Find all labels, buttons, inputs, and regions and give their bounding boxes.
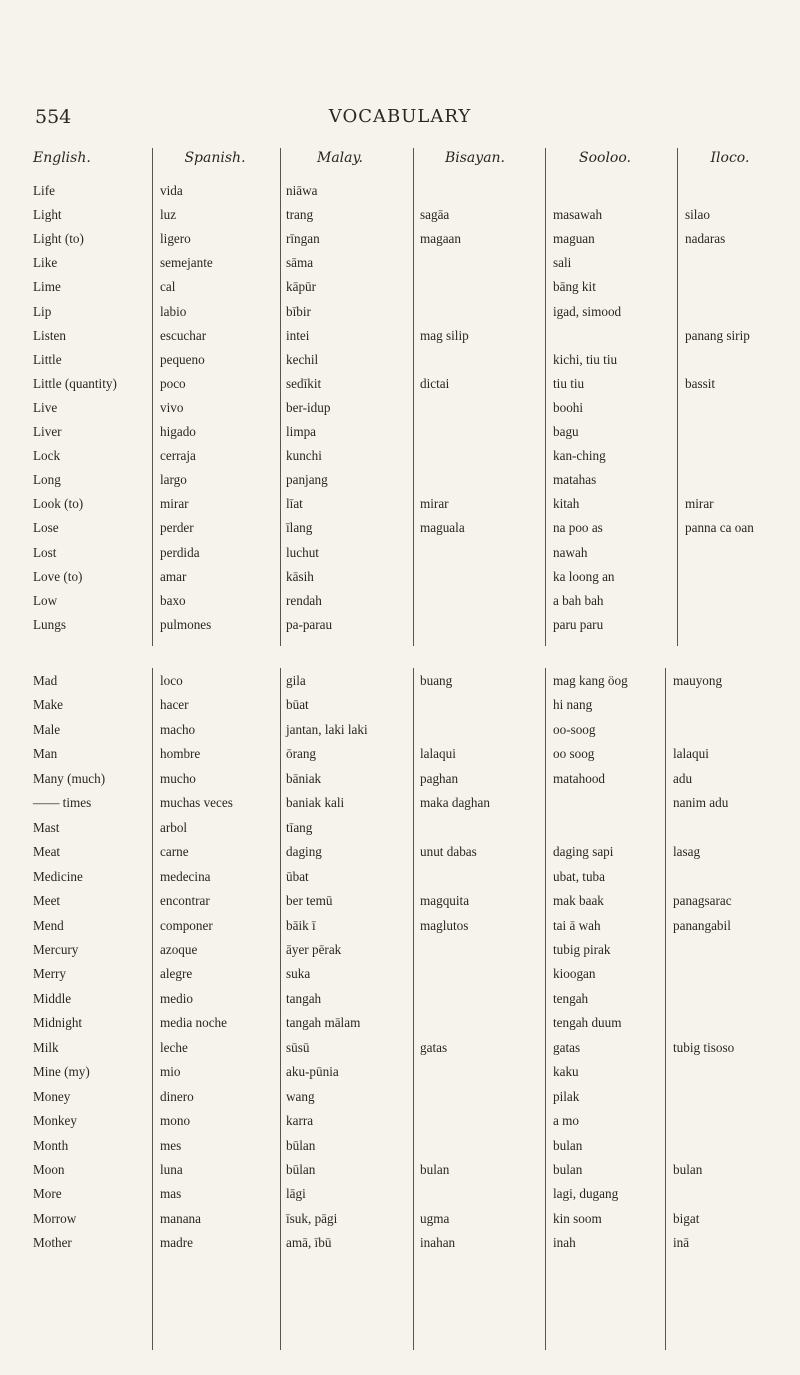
table-row: [0, 400, 800, 422]
cell-spanish: semejante: [160, 255, 213, 271]
cell-sooloo: pilak: [553, 1088, 580, 1104]
cell-malay: kunchi: [286, 448, 322, 464]
cell-sooloo: matahas: [553, 472, 597, 488]
cell-malay: aku-pūnia: [286, 1064, 339, 1080]
cell-spanish: medio: [160, 990, 193, 1006]
page-number: 554: [35, 106, 72, 128]
cell-spanish: hombre: [160, 746, 201, 762]
cell-malay: būat: [286, 697, 309, 713]
cell-english: Liver: [33, 424, 62, 439]
cell-malay: wang: [286, 1088, 315, 1104]
cell-spanish: higado: [160, 424, 196, 439]
table-row: [0, 1064, 800, 1086]
cell-malay: daging: [286, 844, 322, 860]
header-spanish: Spanish.: [184, 150, 246, 166]
cell-malay: baniak kali: [286, 795, 345, 811]
cell-spanish: muchas veces: [160, 795, 233, 811]
cell-english: Middle: [33, 990, 72, 1006]
cell-sooloo: paru paru: [553, 616, 604, 632]
cell-iloco: silao: [685, 207, 710, 223]
cell-spanish: mirar: [160, 496, 189, 512]
table-row: [0, 569, 800, 591]
cell-malay: īlang: [286, 520, 313, 536]
table-row: [0, 520, 800, 542]
cell-english: Lose: [33, 520, 59, 536]
table-row: [0, 1040, 800, 1062]
cell-english: Live: [33, 399, 58, 415]
cell-sooloo: lagi, dugang: [553, 1186, 619, 1202]
table-row: [0, 1235, 800, 1257]
cell-malay: karra: [286, 1113, 314, 1129]
cell-malay: gila: [286, 673, 306, 688]
cell-spanish: largo: [160, 472, 187, 488]
cell-spanish: medecina: [160, 868, 211, 884]
table-row: [0, 918, 800, 940]
cell-spanish: hacer: [160, 697, 189, 713]
cell-spanish: cerraja: [160, 448, 196, 464]
cell-spanish: baxo: [160, 592, 186, 608]
cell-malay: niāwa: [286, 183, 318, 198]
cell-bisayan: buang: [420, 673, 453, 688]
table-row: [0, 304, 800, 326]
table-row: [0, 966, 800, 988]
cell-english: Male: [33, 721, 61, 737]
table-row: [0, 545, 800, 567]
table-row: [0, 617, 800, 639]
cell-malay: ber temū: [286, 893, 333, 909]
cell-english: Mine (my): [33, 1064, 90, 1080]
cell-sooloo: tubig pirak: [553, 941, 611, 957]
cell-english: Merry: [33, 966, 66, 982]
cell-bisayan: maglutos: [420, 917, 469, 933]
cell-english: —— times: [33, 795, 92, 811]
cell-bisayan: bulan: [420, 1162, 450, 1177]
cell-malay: intei: [286, 327, 310, 343]
cell-english: Lip: [33, 303, 52, 319]
cell-english: Life: [33, 183, 55, 198]
table-row: [0, 697, 800, 719]
cell-iloco: lalaqui: [673, 746, 709, 762]
header-sooloo: Sooloo.: [579, 150, 631, 166]
cell-sooloo: na poo as: [553, 520, 603, 536]
cell-iloco: tubig tisoso: [673, 1039, 735, 1055]
cell-sooloo: tengah: [553, 990, 589, 1006]
cell-english: Man: [33, 746, 58, 762]
cell-sooloo: maguan: [553, 231, 595, 247]
cell-spanish: amar: [160, 568, 187, 584]
cell-spanish: perder: [160, 520, 194, 536]
cell-spanish: escuchar: [160, 327, 207, 343]
cell-english: Meat: [33, 844, 61, 860]
table-row: [0, 893, 800, 915]
cell-spanish: mono: [160, 1113, 191, 1129]
cell-malay: bībir: [286, 303, 311, 319]
cell-sooloo: daging sapi: [553, 844, 614, 860]
cell-bisayan: magaan: [420, 231, 462, 247]
cell-malay: jantan, laki laki: [286, 721, 368, 737]
cell-bisayan: mag silip: [420, 327, 469, 343]
table-row: [0, 376, 800, 398]
cell-iloco: nanim adu: [673, 795, 729, 811]
cell-english: Morrow: [33, 1210, 77, 1226]
table-row: [0, 183, 800, 205]
cell-english: Love (to): [33, 568, 83, 584]
cell-spanish: luna: [160, 1162, 183, 1177]
cell-spanish: mas: [160, 1186, 182, 1202]
cell-iloco: bulan: [673, 1162, 703, 1177]
cell-spanish: ligero: [160, 231, 191, 247]
cell-bisayan: inahan: [420, 1235, 456, 1251]
cell-iloco: panangabil: [673, 917, 731, 933]
cell-english: Monkey: [33, 1113, 77, 1129]
table-row: [0, 942, 800, 964]
cell-malay: rīngan: [286, 231, 320, 247]
cell-sooloo: hi nang: [553, 697, 593, 713]
cell-spanish: mio: [160, 1064, 181, 1080]
cell-spanish: carne: [160, 844, 189, 860]
cell-iloco: bigat: [673, 1210, 700, 1226]
cell-spanish: poco: [160, 375, 186, 391]
cell-malay: tangah: [286, 990, 322, 1006]
cell-english: Low: [33, 592, 58, 608]
cell-english: Like: [33, 255, 58, 271]
cell-english: Milk: [33, 1039, 59, 1055]
cell-spanish: mucho: [160, 770, 196, 786]
cell-iloco: panang sirip: [685, 327, 750, 343]
cell-english: Mend: [33, 917, 64, 933]
table-row: [0, 795, 800, 817]
table-row: [0, 869, 800, 891]
cell-sooloo: ubat, tuba: [553, 868, 606, 884]
cell-sooloo: bulan: [553, 1137, 583, 1153]
cell-spanish: manana: [160, 1210, 202, 1226]
cell-spanish: loco: [160, 673, 183, 688]
table-row: [0, 328, 800, 350]
cell-bisayan: sagāa: [420, 207, 450, 223]
table-row: [0, 746, 800, 768]
table-row: [0, 207, 800, 229]
cell-iloco: panna ca oan: [685, 520, 754, 536]
cell-sooloo: bulan: [553, 1162, 583, 1177]
table-row: [0, 1211, 800, 1233]
table-row: [0, 1162, 800, 1184]
cell-english: Make: [33, 697, 64, 713]
table-row: [0, 593, 800, 615]
header-iloco: Iloco.: [710, 150, 750, 166]
cell-english: Long: [33, 472, 61, 488]
cell-sooloo: tai ā wah: [553, 917, 601, 933]
cell-malay: līat: [286, 496, 303, 512]
table-row: [0, 255, 800, 277]
cell-bisayan: ugma: [420, 1210, 450, 1226]
cell-malay: ber-idup: [286, 399, 331, 415]
cell-spanish: madre: [160, 1235, 193, 1251]
cell-iloco: bassit: [685, 375, 716, 391]
cell-bisayan: magquita: [420, 893, 470, 909]
cell-malay: luchut: [286, 544, 319, 560]
cell-spanish: leche: [160, 1039, 188, 1055]
cell-spanish: labio: [160, 303, 187, 319]
cell-sooloo: ka loong an: [553, 568, 615, 584]
table-row: [0, 1138, 800, 1160]
cell-bisayan: maka daghan: [420, 795, 490, 811]
table-row: [0, 352, 800, 374]
cell-english: Little (quantity): [33, 375, 117, 391]
table-row: [0, 1015, 800, 1037]
cell-malay: ūbat: [286, 868, 309, 884]
cell-spanish: media noche: [160, 1015, 228, 1031]
cell-english: Look (to): [33, 496, 84, 512]
cell-english: Month: [33, 1137, 69, 1153]
cell-bisayan: mirar: [420, 496, 449, 512]
page-title: VOCABULARY: [328, 106, 472, 127]
cell-sooloo: kin soom: [553, 1210, 602, 1226]
cell-sooloo: bāng kit: [553, 279, 596, 295]
cell-sooloo: inah: [553, 1235, 576, 1251]
cell-spanish: encontrar: [160, 893, 210, 909]
cell-sooloo: kichi, tiu tiu: [553, 351, 618, 367]
cell-iloco: nadaras: [685, 231, 726, 247]
cell-malay: lāgi: [286, 1186, 306, 1202]
cell-malay: kechil: [286, 351, 319, 367]
table-row: [0, 496, 800, 518]
cell-malay: sedīkit: [286, 375, 322, 391]
cell-sooloo: matahood: [553, 770, 606, 786]
cell-sooloo: kioogan: [553, 966, 596, 982]
cell-spanish: mes: [160, 1137, 182, 1153]
table-row: [0, 673, 800, 695]
cell-bisayan: gatas: [420, 1039, 448, 1055]
cell-english: Medicine: [33, 868, 83, 884]
cell-malay: kāpūr: [286, 279, 317, 295]
cell-english: Light (to): [33, 231, 84, 247]
cell-spanish: vivo: [160, 399, 184, 415]
table-row: [0, 1113, 800, 1135]
cell-spanish: dinero: [160, 1088, 194, 1104]
cell-bisayan: maguala: [420, 520, 465, 536]
cell-sooloo: mak baak: [553, 893, 604, 909]
cell-spanish: alegre: [160, 966, 193, 982]
cell-spanish: pequeno: [160, 351, 205, 367]
cell-english: Many (much): [33, 770, 106, 786]
cell-bisayan: lalaqui: [420, 746, 456, 762]
cell-english: Mercury: [33, 941, 79, 957]
cell-english: Lost: [33, 544, 57, 560]
table-row: [0, 424, 800, 446]
cell-spanish: perdida: [160, 544, 200, 560]
table-row: [0, 448, 800, 470]
cell-english: Light: [33, 207, 62, 223]
cell-malay: ōrang: [286, 746, 317, 762]
table-row: [0, 1186, 800, 1208]
cell-sooloo: oo soog: [553, 746, 595, 762]
cell-english: Midnight: [33, 1015, 83, 1031]
header-malay: Malay.: [316, 150, 363, 166]
cell-sooloo: a bah bah: [553, 592, 604, 608]
cell-sooloo: tengah duum: [553, 1015, 622, 1031]
cell-malay: pa-parau: [286, 616, 333, 632]
cell-sooloo: kan-ching: [553, 448, 606, 464]
cell-spanish: pulmones: [160, 616, 212, 632]
cell-english: Mad: [33, 673, 58, 688]
table-row: [0, 771, 800, 793]
cell-english: Mast: [33, 819, 60, 835]
cell-spanish: cal: [160, 279, 176, 295]
cell-bisayan: dictai: [420, 375, 450, 391]
table-row: [0, 472, 800, 494]
cell-malay: trang: [286, 207, 314, 223]
cell-english: Meet: [33, 893, 61, 909]
table-row: [0, 820, 800, 842]
cell-iloco: lasag: [673, 844, 701, 860]
cell-sooloo: nawah: [553, 544, 588, 560]
table-row: [0, 1089, 800, 1111]
column-headers: [0, 150, 800, 172]
cell-malay: suka: [286, 966, 311, 982]
cell-iloco: panagsarac: [673, 893, 732, 909]
cell-iloco: mauyong: [673, 673, 723, 688]
cell-sooloo: boohi: [553, 399, 584, 415]
cell-spanish: vida: [160, 183, 183, 198]
cell-malay: rendah: [286, 592, 322, 608]
cell-english: Little: [33, 351, 62, 367]
cell-malay: āyer pērak: [286, 941, 342, 957]
cell-sooloo: gatas: [553, 1039, 581, 1055]
page-header: [0, 106, 800, 132]
cell-malay: tangah mālam: [286, 1015, 361, 1031]
cell-malay: bāik ī: [286, 917, 316, 933]
cell-english: Lock: [33, 448, 61, 464]
cell-sooloo: mag kang öog: [553, 673, 628, 688]
cell-sooloo: tiu tiu: [553, 375, 585, 391]
cell-malay: sūsū: [286, 1039, 310, 1055]
cell-malay: būlan: [286, 1162, 316, 1177]
cell-spanish: macho: [160, 721, 196, 737]
table-row: [0, 722, 800, 744]
header-bisayan: Bisayan.: [444, 150, 506, 166]
cell-sooloo: a mo: [553, 1113, 580, 1129]
cell-spanish: luz: [160, 207, 177, 223]
cell-malay: sāma: [286, 255, 314, 271]
cell-english: Moon: [33, 1162, 65, 1177]
cell-malay: bāniak: [286, 770, 322, 786]
cell-sooloo: kaku: [553, 1064, 579, 1080]
cell-english: Lungs: [33, 616, 66, 632]
cell-sooloo: masawah: [553, 207, 603, 223]
cell-malay: kāsih: [286, 568, 314, 584]
cell-sooloo: igad, simood: [553, 303, 622, 319]
table-row: [0, 231, 800, 253]
cell-sooloo: bagu: [553, 424, 579, 439]
cell-malay: panjang: [286, 472, 328, 488]
cell-malay: amā, ībū: [286, 1235, 332, 1251]
cell-iloco: adu: [673, 770, 693, 786]
cell-sooloo: sali: [553, 255, 572, 271]
table-row: [0, 991, 800, 1013]
cell-english: Money: [33, 1088, 71, 1104]
table-row: [0, 844, 800, 866]
table-row: [0, 279, 800, 301]
cell-malay: būlan: [286, 1137, 316, 1153]
cell-english: More: [33, 1186, 62, 1202]
cell-malay: limpa: [286, 424, 317, 439]
cell-spanish: componer: [160, 917, 213, 933]
cell-spanish: azoque: [160, 941, 198, 957]
cell-sooloo: kitah: [553, 496, 580, 512]
cell-iloco: mirar: [685, 496, 714, 512]
cell-iloco: inā: [673, 1235, 690, 1251]
cell-bisayan: paghan: [420, 770, 459, 786]
cell-english: Lime: [33, 279, 61, 295]
cell-malay: īsuk, pāgi: [286, 1210, 338, 1226]
cell-english: Mother: [33, 1235, 72, 1251]
cell-bisayan: unut dabas: [420, 844, 477, 860]
cell-english: Listen: [33, 327, 66, 343]
cell-sooloo: oo-soog: [553, 721, 596, 737]
cell-spanish: arbol: [160, 819, 188, 835]
header-english: English.: [33, 150, 91, 166]
cell-malay: tīang: [286, 819, 313, 835]
